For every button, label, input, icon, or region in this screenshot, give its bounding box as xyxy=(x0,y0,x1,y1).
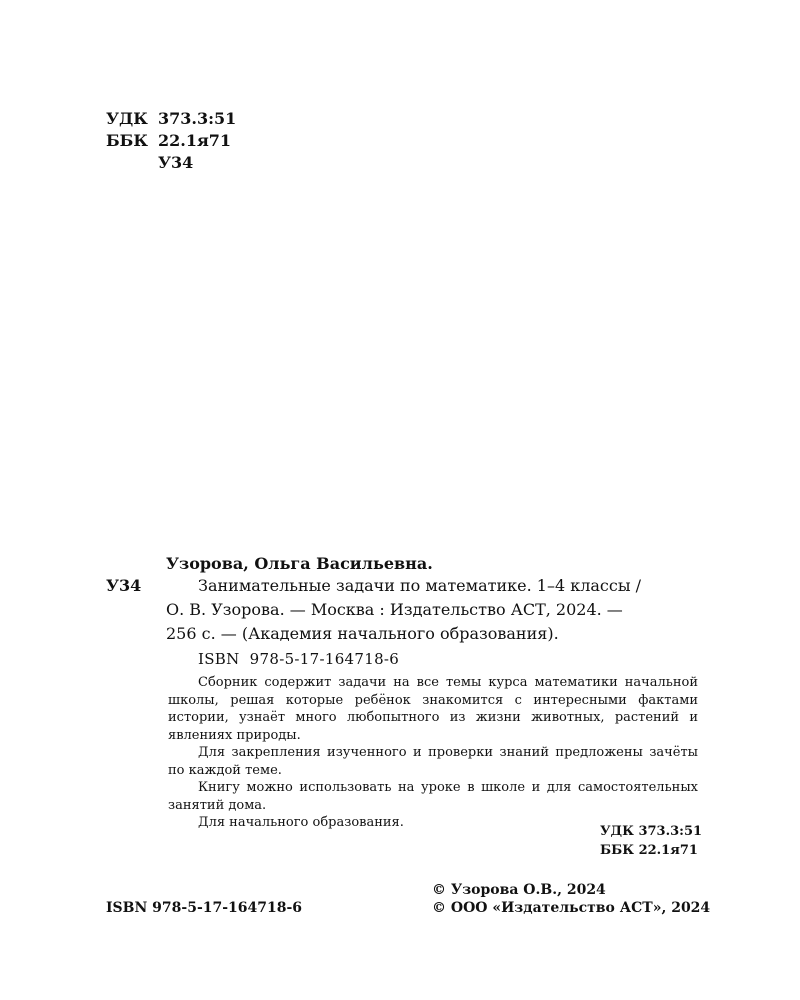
title-line-1: Занимательные задачи по математике. 1–4 классы / xyxy=(198,576,642,595)
top-author-mark: У34 xyxy=(158,153,194,172)
top-udk-line xyxy=(106,108,236,130)
bbk-value: 22.1я71 xyxy=(158,131,232,150)
annotation xyxy=(168,674,698,832)
annotation-paragraph: Для начального образования. xyxy=(198,815,404,830)
codes-udk: УДК 373.3:51 xyxy=(600,824,703,839)
author-heading: Узорова, Ольга Васильевна. xyxy=(166,554,433,573)
title-line-3: 256 с. — (Академия начального образования). xyxy=(166,624,559,643)
record-isbn: ISBN 978-5-17-164718-6 xyxy=(198,650,400,668)
copyright-publisher: © ООО «Издательство АСТ», 2024 xyxy=(432,900,711,916)
annotation-paragraph: Для закрепления изученного и проверки знаний предложены зачёты по каждой теме. xyxy=(168,745,698,778)
copyright-author: © Узорова О.В., 2024 xyxy=(432,882,606,898)
title-line-2: О. В. Узорова. — Москва : Издательство АСТ, 2024. — xyxy=(166,600,623,619)
udk-label: УДК xyxy=(106,109,148,128)
author-mark: У34 xyxy=(106,576,142,595)
bottom-isbn: ISBN 978-5-17-164718-6 xyxy=(106,900,303,916)
annotation-paragraph: Сборник содержит задачи на все темы курса математики начальной школы, решая которые ребёнок знакомится с интересными фактами истории, узнаёт много любопытного из жизни животных, растений и явлениях природы. xyxy=(168,675,698,743)
annotation-paragraph: Книгу можно использовать на уроке в школе и для самостоятельных занятий дома. xyxy=(168,780,698,813)
top-bbk-line xyxy=(106,130,231,152)
udk-value: 373.3:51 xyxy=(158,109,237,128)
bbk-label: ББК xyxy=(106,131,148,150)
codes-bbk: ББК 22.1я71 xyxy=(600,843,698,858)
